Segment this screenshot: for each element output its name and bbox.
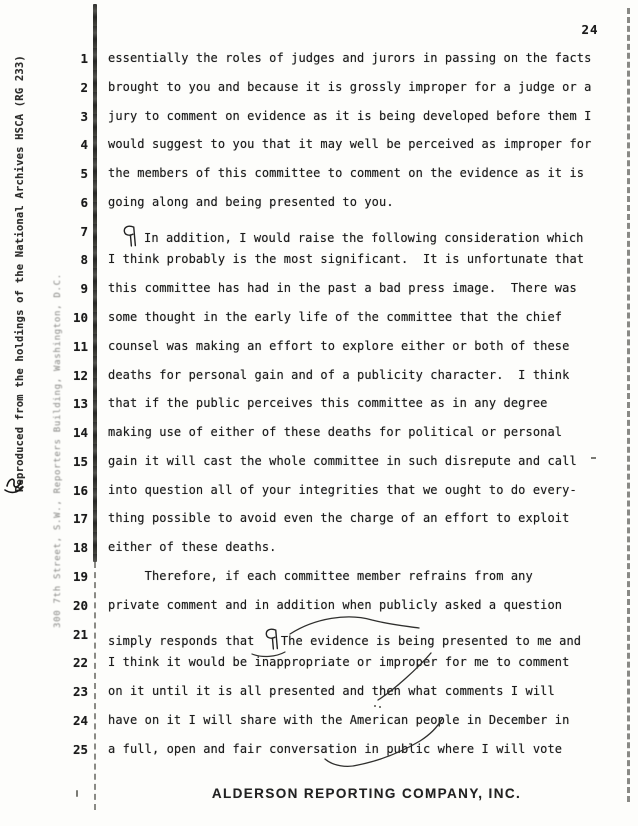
line-number: 7 (80, 223, 88, 239)
transcript-line-5 (0, 166, 638, 183)
transcript-line-13 (0, 396, 638, 413)
line-number: 9 (80, 281, 88, 297)
scan-speck (76, 790, 78, 797)
line-number: 6 (80, 194, 88, 210)
line-number: 20 (72, 597, 88, 613)
line-number: 4 (80, 137, 88, 153)
line-number: 15 (72, 453, 88, 469)
line-number: 2 (80, 79, 88, 95)
transcript-line-2 (0, 80, 638, 97)
scan-speck (379, 706, 381, 708)
transcript-line-8 (0, 252, 638, 269)
line-text: the members of this committee to comment on the evidence as it is (108, 166, 585, 181)
transcript-line-4 (0, 137, 638, 154)
line-number: 10 (72, 310, 88, 326)
scan-speck (591, 457, 596, 459)
line-text: In addition, I would raise the following consideration which (108, 224, 583, 251)
transcript-line-20 (0, 598, 638, 615)
reporter-address-margin-text: 300 7th Street, S.W., Reporters Building, Washington, D.C. (53, 273, 63, 628)
line-text: brought to you and because it is grossly improper for a judge or a (108, 79, 592, 94)
line-number: 16 (72, 482, 88, 498)
line-text: private comment and in addition when publicly asked a question (108, 597, 563, 612)
transcript-line-1 (0, 51, 638, 68)
transcript-line-23 (0, 684, 638, 701)
line-text: thing possible to avoid even the charge of an effort to exploit (108, 511, 570, 526)
transcript-line-10 (0, 310, 638, 327)
transcript-line-11 (0, 339, 638, 356)
transcript-line-9 (0, 281, 638, 298)
line-text: I think it would be inappropriate or improper for me to comment (108, 655, 570, 670)
line-text: that if the public perceives this committee as in any degree (108, 396, 548, 411)
line-text: either of these deaths. (108, 540, 277, 555)
line-text: going along and being presented to you. (108, 194, 394, 209)
line-number: 25 (72, 741, 88, 757)
transcript-line-25 (0, 742, 638, 759)
line-text: some thought in the early life of the committee that the chief (108, 310, 563, 325)
page-number: 24 (581, 22, 599, 37)
line-text: counsel was making an effort to explore either or both of these (108, 338, 570, 353)
line-text: simply responds that The evidence is being presented to me and (108, 627, 581, 654)
transcript-line-14 (0, 425, 638, 442)
line-number: 1 (80, 51, 88, 66)
transcript-line-6 (0, 195, 638, 212)
line-number: 24 (72, 712, 88, 728)
transcript-line-7 (0, 223, 638, 245)
line-number: 12 (72, 367, 88, 383)
footer-company-name: ALDERSON REPORTING COMPANY, INC. (211, 786, 522, 801)
line-text: deaths for personal gain and of a publicity character. I think (108, 367, 570, 382)
line-number: 22 (72, 655, 88, 671)
line-number: 19 (72, 569, 88, 585)
archive-stamp: Reproduced from the holdings of the National Archives HSCA (RG 233) (14, 55, 26, 492)
line-text: I think probably is the most significant. It is unfortunate that (108, 252, 585, 267)
line-text: this committee has had in the past a bad press image. There was (108, 281, 577, 296)
handwritten-pilcrow-icon (123, 224, 137, 251)
handwritten-pilcrow-icon (265, 627, 279, 654)
line-number: 3 (80, 108, 88, 124)
transcript-line-18 (0, 540, 638, 557)
transcript-line-15 (0, 454, 638, 471)
line-number: 14 (72, 425, 88, 441)
line-text: essentially the roles of judges and jurors in passing on the facts (108, 51, 592, 65)
line-text: Therefore, if each committee member refrains from any (108, 569, 533, 584)
line-number: 18 (72, 540, 88, 556)
line-text: making use of either of these deaths for political or personal (108, 425, 563, 440)
line-number: 11 (72, 338, 88, 354)
transcript-line-21 (0, 626, 638, 648)
line-number: 5 (80, 166, 88, 182)
line-number: 13 (72, 396, 88, 412)
line-text: into question all of your integrities that we ought to do every- (108, 482, 577, 497)
line-text: on it until it is all presented and then what comments I will (108, 684, 555, 699)
line-text: would suggest to you that it may well be perceived as improper for (108, 137, 592, 152)
line-text: gain it will cast the whole committee in such disrepute and call (108, 453, 577, 468)
line-text: have on it I will share with the American people in December in (108, 712, 570, 727)
line-number: 17 (72, 511, 88, 527)
scan-speck (374, 705, 376, 707)
transcript-line-3 (0, 109, 638, 126)
line-number: 21 (72, 626, 88, 642)
line-text: jury to comment on evidence as it is being developed before them I (108, 108, 592, 123)
transcript-line-12 (0, 368, 638, 385)
line-text: a full, open and fair conversation in public where I will vote (108, 741, 563, 756)
transcript-line-16 (0, 483, 638, 500)
transcript-line-22 (0, 655, 638, 672)
transcript-line-17 (0, 511, 638, 528)
line-number: 8 (80, 252, 88, 268)
transcript-line-24 (0, 713, 638, 730)
line-number: 23 (72, 684, 88, 700)
transcript-line-19 (0, 569, 638, 586)
